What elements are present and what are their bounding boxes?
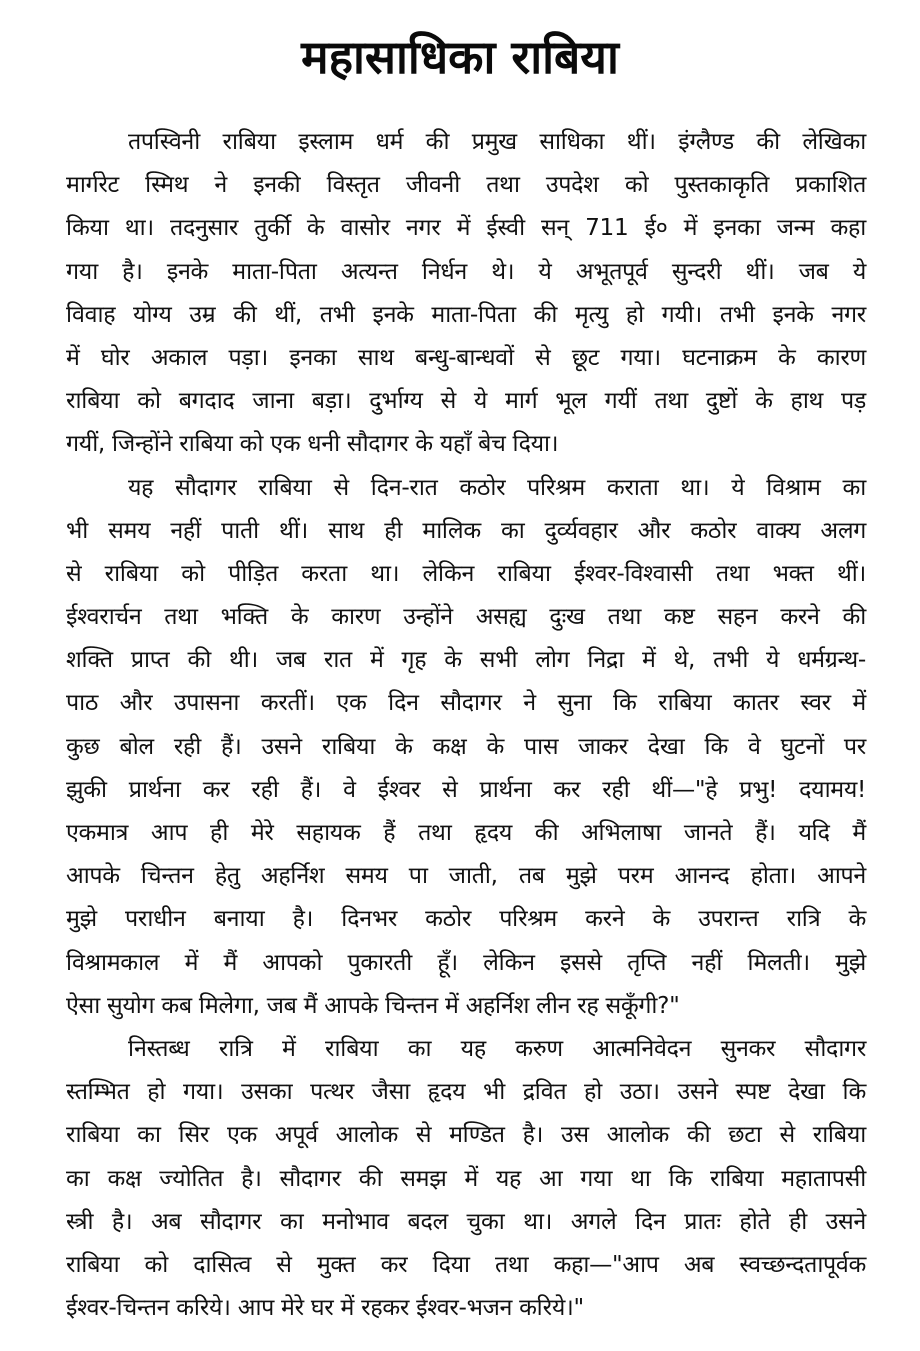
paragraph-1 [66,120,866,466]
text-line: ऐसा सुयोग कब मिलेगा, जब मैं आपके चिन्तन में अहर्निश लीन रह सकूँगी?" [66,991,680,1019]
text-line: विश्रामकाल में मैं आपको पुकारती हूँ। लेकिन इससे तृप्ति नहीं मिलती। मुझे [66,948,866,976]
text-line: भी समय नहीं पाती थीं। साथ ही मालिक का दुर्व्यवहार और कठोर वाक्य अलग [66,516,866,544]
text-line: एकमात्र आप ही मेरे सहायक हैं तथा हृदय की अभिलाषा जानते हैं। यदि मैं [66,819,866,846]
text-line: स्त्री है। अब सौदागर का मनोभाव बदल चुका था। अगले दिन प्रातः होते ही उसने [66,1207,866,1235]
text-line: शक्ति प्राप्त की थी। जब रात में गृह के सभी लोग निद्रा में थे, तभी ये धर्मग्रन्थ- [66,646,866,674]
text-line: मुझे पराधीन बनाया है। दिनभर कठोर परिश्रम करने के उपरान्त रात्रि के [66,905,866,933]
text-line: राबिया को बगदाद जाना बड़ा। दुर्भाग्य से ये मार्ग भूल गयीं तथा दुष्टों के हाथ पड़ [66,387,866,415]
text-line: ईश्वरार्चन तथा भक्ति के कारण उन्होंने असह्य दुःख तथा कष्ट सहन करने की [66,603,866,631]
text-line: राबिया को दासित्व से मुक्त कर दिया तथा कहा—"आप अब स्वच्छन्दतापूर्वक [66,1250,866,1278]
paragraph-2 [66,466,866,1027]
text-line: निस्तब्ध रात्रि में राबिया का यह करुण आत्मनिवेदन सुनकर सौदागर [128,1034,866,1062]
text-line: तपस्विनी राबिया इस्लाम धर्म की प्रमुख साधिका थीं। इंग्लैण्ड की लेखिका [128,128,866,155]
text-line: राबिया का सिर एक अपूर्व आलोक से मण्डित है। उस आलोक की छटा से राबिया [66,1121,866,1149]
text-line: पाठ और उपासना करतीं। एक दिन सौदागर ने सुना कि राबिया कातर स्वर में [66,689,866,717]
text-line: गयीं, जिन्होंने राबिया को एक धनी सौदागर के यहाँ बेच दिया। [66,430,559,458]
text-line: किया था। तदनुसार तुर्की के वासोर नगर में ईस्वी सन् 711 ई० में इनका जन्म कहा [66,214,866,242]
text-line: कुछ बोल रही हैं। उसने राबिया के कक्ष के पास जाकर देखा कि वे घुटनों पर [66,732,866,760]
text-line: विवाह योग्य उम्र की थीं, तभी इनके माता-पिता की मृत्यु हो गयी। तभी इनके नगर [66,300,866,328]
text-line: मार्गरेट स्मिथ ने इनकी विस्तृत जीवनी तथा उपदेश को पुस्तकाकृति प्रकाशित [66,171,866,199]
text-line: का कक्ष ज्योतित है। सौदागर की समझ में यह आ गया था कि राबिया महातापसी [66,1164,866,1192]
text-line: ईश्वर-चिन्तन करिये। आप मेरे घर में रहकर ईश्वर-भजन करिये।" [66,1294,584,1322]
text-line: गया है। इनके माता-पिता अत्यन्त निर्धन थे। ये अभूतपूर्व सुन्दरी थीं। जब ये [66,257,866,285]
text-line: यह सौदागर राबिया से दिन-रात कठोर परिश्रम कराता था। ये विश्राम का [128,473,866,501]
paragraph-3 [66,1027,866,1329]
text-line: में घोर अकाल पड़ा। इनका साथ बन्धु-बान्धवों से छूट गया। घटनाक्रम के कारण [66,343,866,371]
text-line: स्तम्भित हो गया। उसका पत्थर जैसा हृदय भी द्रवित हो उठा। उसने स्पष्ट देखा कि [66,1078,866,1106]
page-title: महासाधिका राबिया [301,30,619,84]
body-text [66,120,866,1329]
text-line: से राबिया को पीड़ित करता था। लेकिन राबिया ईश्वर-विश्वासी तथा भक्त थीं। [66,559,866,587]
text-line: झुकी प्रार्थना कर रही हैं। वे ईश्वर से प्रार्थना कर रही थीं—"हे प्रभु! दयामय! [66,775,866,803]
text-line: आपके चिन्तन हेतु अहर्निश समय पा जाती, तब मुझे परम आनन्द होता। आपने [66,862,866,890]
